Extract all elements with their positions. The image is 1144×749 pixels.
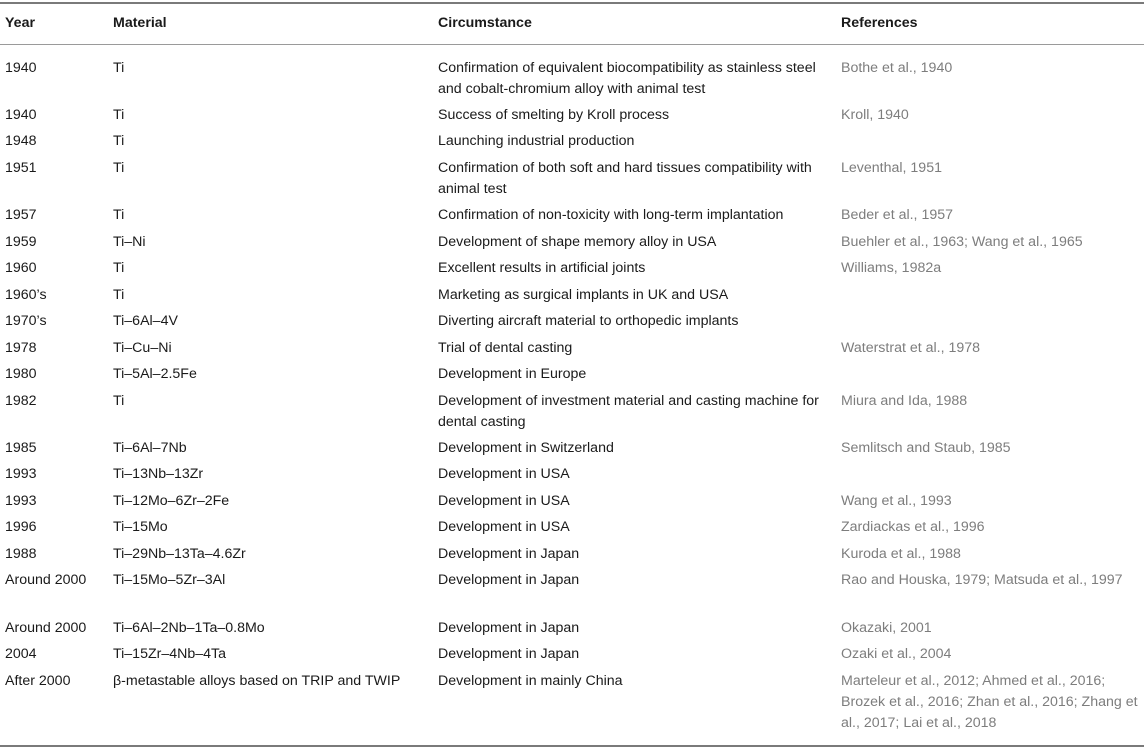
cell-material: Ti–Ni (113, 234, 146, 250)
cell-circumstance: Diverting aircraft material to orthopedic implants (438, 313, 739, 329)
cell-references: Bothe et al., 1940 (841, 60, 953, 76)
cell-material: Ti–Cu–Ni (113, 340, 172, 356)
cell-material: Ti–13Nb–13Zr (113, 466, 204, 482)
cell-year: 1993 (5, 493, 37, 509)
cell-year: 1996 (5, 519, 37, 535)
cell-year: 1988 (5, 546, 37, 562)
cell-circumstance: Success of smelting by Kroll process (438, 107, 670, 123)
cell-year: 1957 (5, 207, 37, 223)
cell-references: Kroll, 1940 (841, 107, 909, 123)
cell-material: Ti–15Mo–5Zr–3Al (113, 572, 226, 588)
cell-year: 1940 (5, 107, 37, 123)
cell-year: 1960’s (5, 287, 47, 303)
cell-material: Ti (113, 133, 125, 149)
cell-references: Buehler et al., 1963; Wang et al., 1965 (841, 234, 1083, 250)
cell-circumstance: Development in USA (438, 466, 570, 482)
header-references: References (841, 15, 918, 31)
cell-material: Ti (113, 207, 125, 223)
header-material: Material (113, 15, 167, 31)
cell-references: Waterstrat et al., 1978 (841, 340, 981, 356)
cell-material: Ti–29Nb–13Ta–4.6Zr (113, 546, 246, 562)
cell-circumstance: Development in USA (438, 493, 570, 509)
cell-year: 1985 (5, 440, 37, 456)
cell-material: Ti–6Al–2Nb–1Ta–0.8Mo (113, 620, 265, 636)
cell-references: Zardiackas et al., 1996 (841, 519, 985, 535)
cell-material: β-metastable alloys based on TRIP and TWIP (113, 673, 401, 689)
cell-material: Ti–15Zr–4Nb–4Ta (113, 646, 227, 662)
cell-material: Ti–6Al–7Nb (113, 440, 187, 456)
cell-circumstance: Excellent results in artificial joints (438, 260, 646, 276)
cell-circumstance: Development in USA (438, 519, 570, 535)
cell-year: 1980 (5, 366, 37, 382)
cell-material: Ti–15Mo (113, 519, 168, 535)
cell-circumstance: Marketing as surgical implants in UK and USA (438, 287, 729, 303)
cell-references: Rao and Houska, 1979; Matsuda et al., 1997 (841, 572, 1123, 588)
cell-year: After 2000 (5, 673, 71, 689)
cell-references: Ozaki et al., 2004 (841, 646, 952, 662)
cell-circumstance: Confirmation of equivalent biocompatibility as stainless steel and cobalt-chromium alloy with animal test (438, 60, 816, 97)
cell-circumstance: Development in mainly China (438, 673, 623, 689)
cell-circumstance: Development in Japan (438, 572, 580, 588)
cell-references: Semlitsch and Staub, 1985 (841, 440, 1011, 456)
table-top-rule (0, 2, 1144, 4)
cell-circumstance: Development of investment material and casting machine for dental casting (438, 393, 819, 430)
cell-year: 1970’s (5, 313, 47, 329)
cell-circumstance: Confirmation of non-toxicity with long-term implantation (438, 207, 784, 223)
header-rule (0, 44, 1144, 45)
cell-references: Wang et al., 1993 (841, 493, 952, 509)
cell-material: Ti (113, 287, 125, 303)
cell-references: Okazaki, 2001 (841, 620, 932, 636)
cell-material: Ti–5Al–2.5Fe (113, 366, 197, 382)
cell-year: 1948 (5, 133, 37, 149)
cell-material: Ti (113, 160, 125, 176)
cell-year: 1982 (5, 393, 37, 409)
cell-material: Ti (113, 260, 125, 276)
cell-references: Leventhal, 1951 (841, 160, 942, 176)
cell-year: 1960 (5, 260, 37, 276)
cell-circumstance: Launching industrial production (438, 133, 635, 149)
cell-circumstance: Development in Japan (438, 620, 580, 636)
cell-circumstance: Confirmation of both soft and hard tissues compatibility with animal test (438, 160, 812, 197)
cell-circumstance: Development in Switzerland (438, 440, 614, 456)
cell-references: Williams, 1982a (841, 260, 942, 276)
cell-material: Ti (113, 393, 125, 409)
cell-references: Miura and Ida, 1988 (841, 393, 968, 409)
cell-material: Ti–12Mo–6Zr–2Fe (113, 493, 230, 509)
cell-circumstance: Development in Europe (438, 366, 587, 382)
cell-references: Kuroda et al., 1988 (841, 546, 961, 562)
cell-circumstance: Development in Japan (438, 646, 580, 662)
cell-material: Ti–6Al–4V (113, 313, 178, 329)
cell-material: Ti (113, 60, 125, 76)
cell-year: 1951 (5, 160, 37, 176)
cell-year: 1940 (5, 60, 37, 76)
cell-year: 1993 (5, 466, 37, 482)
cell-circumstance: Trial of dental casting (438, 340, 573, 356)
header-circumstance: Circumstance (438, 15, 532, 31)
table-bottom-rule (0, 745, 1144, 747)
cell-references: Marteleur et al., 2012; Ahmed et al., 2016; Brozek et al., 2016; Zhan et al., 2016; Zhang et al., 2017; Lai et al., 2018 (841, 673, 1138, 731)
header-year: Year (5, 15, 35, 31)
cell-circumstance: Development in Japan (438, 546, 580, 562)
cell-year: Around 2000 (5, 572, 87, 588)
cell-year: Around 2000 (5, 620, 87, 636)
cell-material: Ti (113, 107, 125, 123)
cell-references: Beder et al., 1957 (841, 207, 954, 223)
cell-year: 2004 (5, 646, 37, 662)
cell-circumstance: Development of shape memory alloy in USA (438, 234, 717, 250)
cell-year: 1959 (5, 234, 37, 250)
cell-year: 1978 (5, 340, 37, 356)
